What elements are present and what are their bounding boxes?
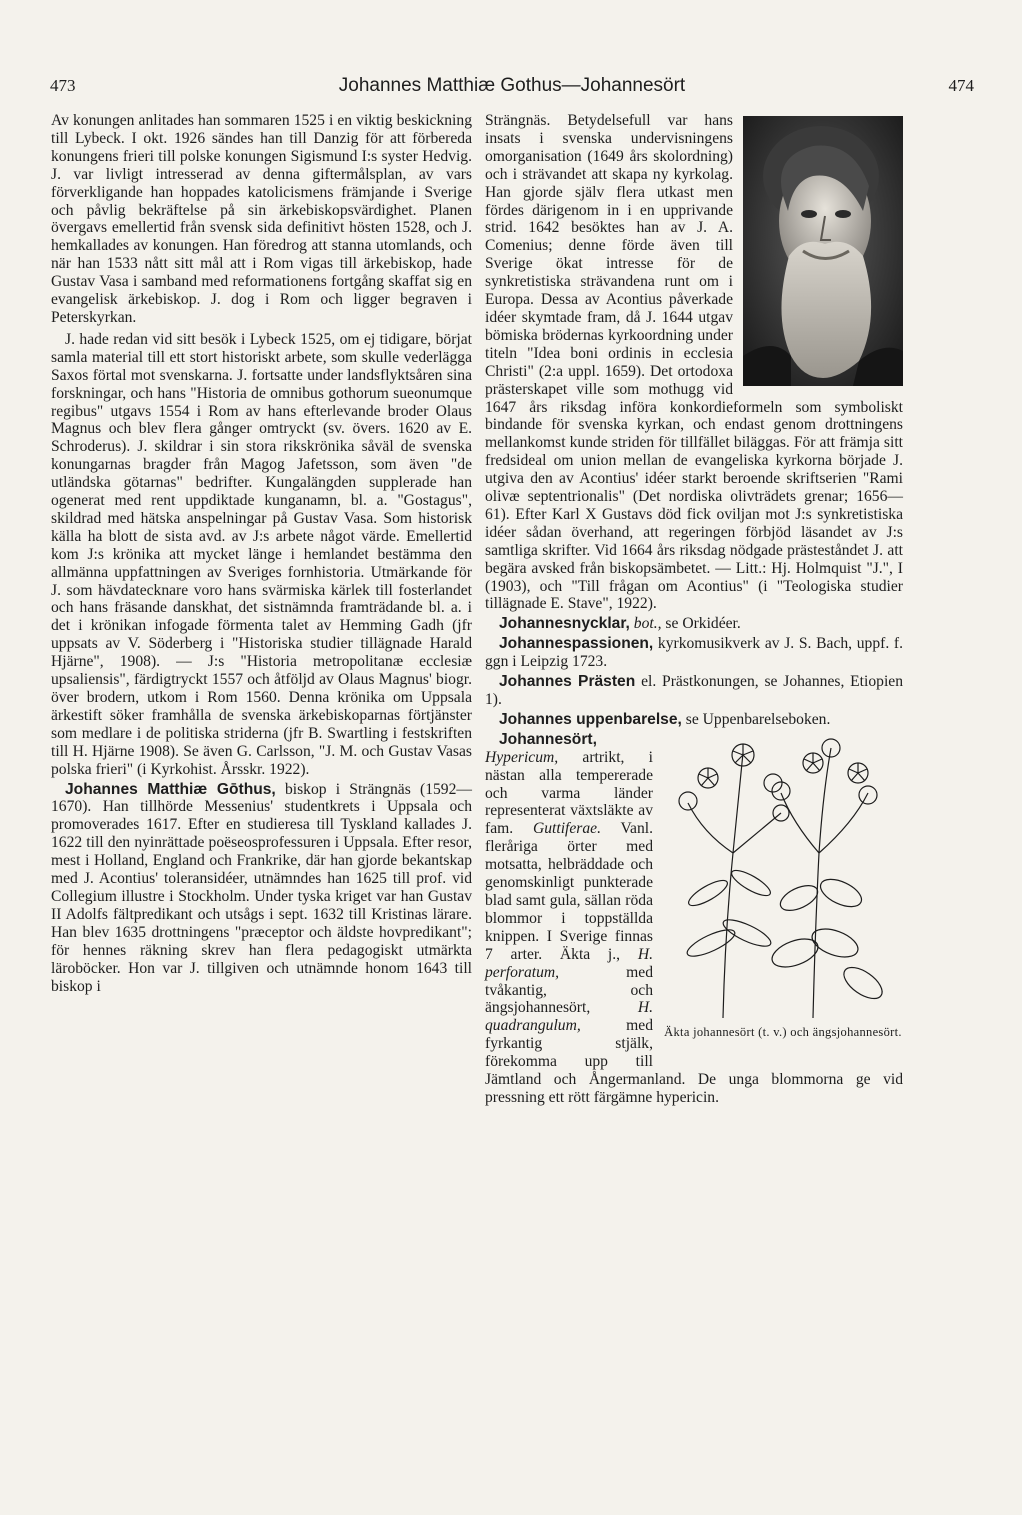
entry-italic: H. perforatum, — [485, 945, 653, 981]
entry-johannes-matthiae-gothus — [51, 781, 472, 996]
entry-text: med tvåkantig, och ängsjohannesört, — [485, 963, 653, 1017]
portrait-image — [743, 116, 903, 386]
plant-illustration — [663, 733, 903, 1023]
page-number-left: 473 — [50, 76, 76, 95]
entry-headword: Johannespassionen, — [499, 635, 654, 653]
entry-text: med fyrkantig stjälk, förekomma upp till Jämtland och Ångermanland. De unga blommorna ge vid pressning ett rött färgämne hypericin. — [485, 1017, 903, 1106]
entry-text: artrikt, i nästan alla tempererade och varma länder representerat växtsläkte av fam. — [485, 748, 653, 838]
right-column — [485, 112, 903, 1107]
paragraph: J. hade redan vid sitt besök i Lybeck 1525, om ej tidigare, börjat samla material till ett stort historiskt arbete, som skulle vederlägga Saxos förtal mot svenskarna. J. fortsatte under landsflyktsåren sina forskningar, och hans "Historia de omnibus gothorum sueonumque regibus" utgavs 1554 i Rom av hans efterlevande broder Olaus Magnus och blev flera gånger omtryckt (sv. övers. 1620 av E. Schroderus). J. skildrar i sin stora rikskrönika såväl de svenska konungarnas bragder från Magog Jafetsson, som även "de utländska götarnas" bedrifter. Kungalängden supplerade han ogenerat med rent uppdiktade kunganamn, bl. a. "Gostagus", skildrad med hätska anspelningar på Gustav Vasa. Som historisk källa ha blott de sista avd. av J:s arbete något värde. Emellertid kom J:s krönika att mycket länge i hemlandet bestämma den allmänna uppfattningen av Sveriges fornhistoria. Utmärkande för J. som hävdatecknare voro hans svärmiska kärlek till fosterlandet och hans fräsande danskhat, det sistnämnda framträdande bl. a. i det i krönikan infogade förmenta talet av Hemming Gadh (jfr uppsats av V. Söderberg i "Historiska studier tillägnade Harald Hjärne", 1908). — J:s "Historia metropolitanæ ecclesiæ upsaliensis", färdigtryckt 1557 och åtföljd av Olaus Magnus' biogr. över brodern, utkom i Rom 1560. Denna krönika om Uppsala ärkestift söker framhålla de svenska ärkebiskoparnas förtjänster som medlare i de politiska striderna (jfr B. Swartling i festskriften till H. Hjärne 1908). Se även G. Carlsson, "J. M. och Gustav Vasas polska frieri" (i Kyrkohist. Årsskr. 1922). — [51, 330, 472, 778]
entry-italic: H. quadrangulum, — [485, 999, 653, 1035]
left-column — [51, 112, 472, 995]
entry-headword: Johannesnycklar, — [499, 615, 630, 633]
entry-italic: Guttiferae. — [532, 820, 601, 838]
entry-headword: Johannes uppenbarelse, — [499, 710, 682, 728]
entry-johannesnycklar — [485, 615, 903, 633]
entry-text: Vanl. fleråriga örter med motsatta, helbräddade och genomskinligt punkterade blad samt gula, sällan röda blommor i toppställda knippen. I Sverige finnas 7 arter. Äkta j., — [485, 820, 653, 963]
entry-headword: Johannes Prästen — [499, 673, 636, 691]
entry-text: biskop i Strängnäs (1592—1670). Han tillhörde Messenius' studentkrets i Uppsala och promoverades 1617. Efter en studieresa till Tyskland kallades J. 1622 till den nyinrättade poëseosprofessuren i Uppsala. Efter resor, mest i Holland, England och Frankrike, där han gjorde bekantskap med J. Acontius' toleransidéer, utnämndes han 1625 till prof. vid Collegium illustre i Stockholm. Under tyska kriget var han Gustav II Adolfs fältpredikant och utsågs i sept. 1632 till Kristinas lärare. Han blev 1635 drottningens "præceptor och äldste hovpredikant"; för hennes räkning skrev han flera pedagogiskt utmärkta läroböcker. Hon var J. tillgiven och utnämnde honom 1643 till biskop i — [51, 780, 472, 995]
plant-figure — [663, 733, 903, 1063]
entry-text: el. Prästkonungen, se Johannes, Etiopien 1). — [485, 673, 903, 708]
paragraph: Av konungen anlitades han sommaren 1525 i en viktig beskickning till Lybeck. I okt. 1926 sändes han till Danzig för att förbereda konungens frieri till polske konungen Sigismund I:s syster Hedvig. J. var livligt intresserad av denna giftermålsplan, av vars förverkligande han hoppades katolicismens främjande i Sverige och påvlig bekräftelse på sin ärkebiskopsvärdighet. Planen övergavs emellertid från svensk sida definitivt hösten 1528, och J. hemkallades av konungen. Han föredrog att stanna utomlands, och när han 1533 nått sitt mål att i Rom vigas till ärkebiskop, hade Gustav Vasa i samband med reformationens fortgång skaffat sig en evangelisk ärkebiskop. J. dog i Rom och ligger begraven i Peterskyrkan. — [51, 112, 472, 326]
entry-italic: Hypericum, — [485, 748, 559, 766]
running-title: Johannes Matthiæ Gothus—Johannesört — [338, 75, 686, 96]
entry-italic: bot., — [633, 615, 662, 633]
entry-text: se Uppenbarelseboken. — [681, 710, 831, 728]
entry-johannes-uppenbarelse — [485, 711, 903, 729]
entry-text: kyrkomusikverk av J. S. Bach, uppf. f. ggn i Leipzig 1723. — [485, 635, 903, 671]
page-header — [50, 76, 974, 102]
entry-headword: Johannes Matthiæ Gōthus, — [65, 780, 276, 798]
entry-johannes-prasten — [485, 673, 903, 709]
figure-caption: Äkta johannesört (t. v.) och ängsjohannesört. — [664, 1024, 902, 1039]
portrait-figure — [743, 116, 903, 386]
paragraph: Strängnäs. Betydelsefull var hans insats i svenska undervisningens omorganisation (1649 års skolordning) och i strävandet att skapa ny kyrkolag. Han gjorde själv flera utkast men fördes därigenom in i en upprivande strid. 1642 besöktes han av J. A. Comenius; denne förde även till Sverige ökat intresse för de synkretistiska strävandena runt om i Europa. Dessa av Acontius påverkade idéer skymtade fram, då J. 1644 utgav bömiska brödernas kyrkoordning under titeln "Idea boni ordinis in ecclesia Christi" (2:a uppl. 1659). Det ortodoxa prästerskapet ville som mothugg vid 1647 års riksdag införa konkordieformeln som symboliskt bindande för svenska kyrkan, och endast genom drottningens mellankomst kunde striden för tillfället biläggas. För att främja sitt fredsideal om union mellan de evangeliska kyrkorna började J. utgiva den av Acontius' idéer starkt beroende skriftserien "Rami olivæ septentrionalis" (Det nordiska olivträdets grenar; 1656—61). Efter Karl X Gustavs död fick oviljan mot J:s synkretistiska idéer sådan överhand, att regeringen förbjöd läsandet av J:s samtliga skrifter. Vid 1664 års riksdag nödgade prästeståndet J. att begära avsked från biskopsämbetet. — Litt.: Hj. Holmquist "J.", I (1903), och "Till frågan om Acontius" (i "Teologiska studier tillägnade E. Stave", 1922). — [485, 112, 903, 613]
page-number-right: 474 — [948, 76, 974, 95]
entry-johannespassionen — [485, 635, 903, 671]
entry-text: se Orkidéer. — [661, 615, 741, 633]
entry-headword: Johannesört, — [499, 730, 597, 748]
